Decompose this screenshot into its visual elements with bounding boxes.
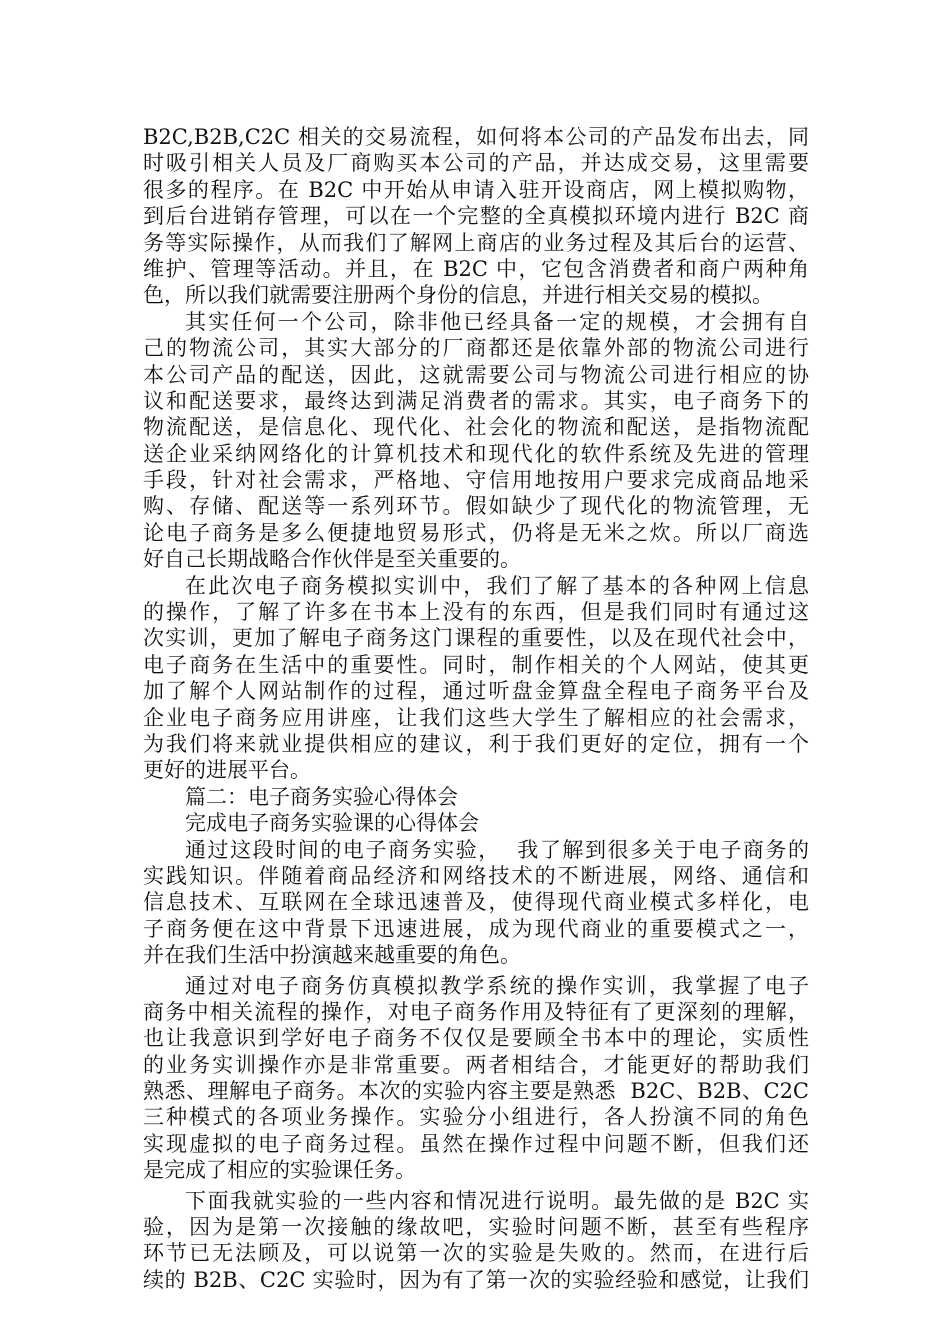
paragraph (143, 837, 809, 969)
text-line: 商务中相关流程的操作，对电子商务作用及特征有了更深刻的理解， (143, 999, 809, 1024)
text-line: 本公司产品的配送，因此，这就需要公司与物流公司进行相应的协 (143, 362, 809, 387)
paragraph (143, 1188, 809, 1294)
text-line: 维护、管理等活动。并且，在 B2C 中，它包含消费者和商户两种角 (143, 256, 809, 281)
text-line: 购、存储、配送等一系列环节。假如缺少了现代化的物流管理，无 (143, 494, 809, 519)
text-line: 色，所以我们就需要注册两个身份的信息，并进行相关交易的模拟。 (143, 283, 773, 308)
text-line: 物流配送，是信息化、现代化、社会化的物流和配送，是指物流配 (143, 415, 809, 440)
text-line: 三种模式的各项业务操作。实验分小组进行，各人扮演不同的角色 (143, 1105, 809, 1130)
document-body (143, 124, 809, 1293)
section-heading (143, 784, 809, 810)
text-line: 论电子商务是多么便捷地贸易形式，仍将是无米之炊。所以厂商选 (143, 520, 809, 545)
text-line: 次实训，更加了解电子商务这门课程的重要性，以及在现代社会中， (143, 626, 809, 651)
paragraph (143, 124, 809, 309)
text-line: 下面我就实验的一些内容和情况进行说明。最先做的是 B2C 实 (185, 1188, 809, 1213)
text-line: 熟悉、理解电子商务。本次的实验内容主要是熟悉 B2C、B2B、C2C (143, 1079, 809, 1104)
title-text: 完成电子商务实验课的心得体会 (185, 811, 479, 836)
text-line: 验，因为是第一次接触的缘故吧，实验时问题不断，甚至有些程序 (143, 1215, 809, 1240)
text-line: 很多的程序。在 B2C 中开始从申请入驻开设商店，网上模拟购物， (143, 177, 809, 202)
paragraph (143, 309, 809, 573)
text-line: 好自己长期战略合作伙伴是至关重要的。 (143, 547, 521, 572)
text-line: 为我们将来就业提供相应的建议，利于我们更好的定位，拥有一个 (143, 731, 809, 756)
text-line: 在此次电子商务模拟实训中，我们了解了基本的各种网上信息 (185, 573, 809, 598)
text-line: 加了解个人网站制作的过程，通过听盘金算盘全程电子商务平台及 (143, 679, 809, 704)
text-line: 的业务实训操作亦是非常重要。两者相结合，才能更好的帮助我们 (143, 1052, 809, 1077)
text-line: 通过这段时间的电子商务实验， 我了解到很多关于电子商务的 (185, 837, 809, 862)
text-line: 己的物流公司，其实大部分的厂商都还是依靠外部的物流公司进行 (143, 336, 809, 361)
text-line: 并在我们生活中扮演越来越重要的角色。 (143, 943, 521, 968)
heading-text: 篇二：电子商务实验心得体会 (185, 784, 458, 809)
text-line: 的操作，了解了许多在书本上没有的东西，但是我们同时有通过这 (143, 600, 809, 625)
text-line: 手段，针对社会需求，严格地、守信用地按用户要求完成商品地采 (143, 468, 809, 493)
text-line: 更好的进展平台。 (143, 758, 311, 783)
text-line: 务等实际操作，从而我们了解网上商店的业务过程及其后台的运营、 (143, 230, 809, 255)
text-line: 企业电子商务应用讲座，让我们这些大学生了解相应的社会需求， (143, 705, 809, 730)
text-line: 实现虚拟的电子商务过程。虽然在操作过程中问题不断，但我们还 (143, 1131, 809, 1156)
text-line: 议和配送要求，最终达到满足消费者的需求。其实，电子商务下的 (143, 388, 809, 413)
text-line: B2C,B2B,C2C 相关的交易流程，如何将本公司的产品发布出去，同 (143, 125, 809, 149)
text-line: 是完成了相应的实验课任务。 (143, 1158, 416, 1183)
text-line: 实践知识。伴随着商品经济和网络技术的不断进展，网络、通信和 (143, 863, 809, 888)
text-line: 电子商务在生活中的重要性。同时，制作相关的个人网站，使其更 (143, 652, 809, 677)
text-line: 到后台进销存管理，可以在一个完整的全真模拟环境内进行 B2C 商 (143, 204, 809, 229)
text-line: 信息技术、互联网在全球迅速普及，使得现代商业模式多样化，电 (143, 890, 809, 915)
text-line: 续的 B2B、C2C 实验时，因为有了第一次的实验经验和感觉，让我们 (143, 1267, 809, 1292)
text-line: 也让我意识到学好电子商务不仅仅是要顾全书本中的理论，实质性 (143, 1026, 809, 1051)
text-line: 其实任何一个公司，除非他已经具备一定的规模，才会拥有自 (185, 309, 809, 334)
text-line: 通过对电子商务仿真模拟教学系统的操作实训，我掌握了电子 (185, 973, 809, 998)
text-line: 时吸引相关人员及厂商购买本公司的产品，并达成交易，这里需要 (143, 151, 809, 176)
paragraph (143, 573, 809, 784)
text-line: 环节已无法顾及，可以说第一次的实验是失败的。然而，在进行后 (143, 1241, 809, 1266)
text-line: 送企业采纳网络化的计算机技术和现代化的软件系统及先进的管理 (143, 441, 809, 466)
article-title (143, 810, 809, 836)
text-line: 子商务便在这中背景下迅速进展，成为现代商业的重要模式之一， (143, 916, 809, 941)
paragraph (143, 973, 809, 1184)
